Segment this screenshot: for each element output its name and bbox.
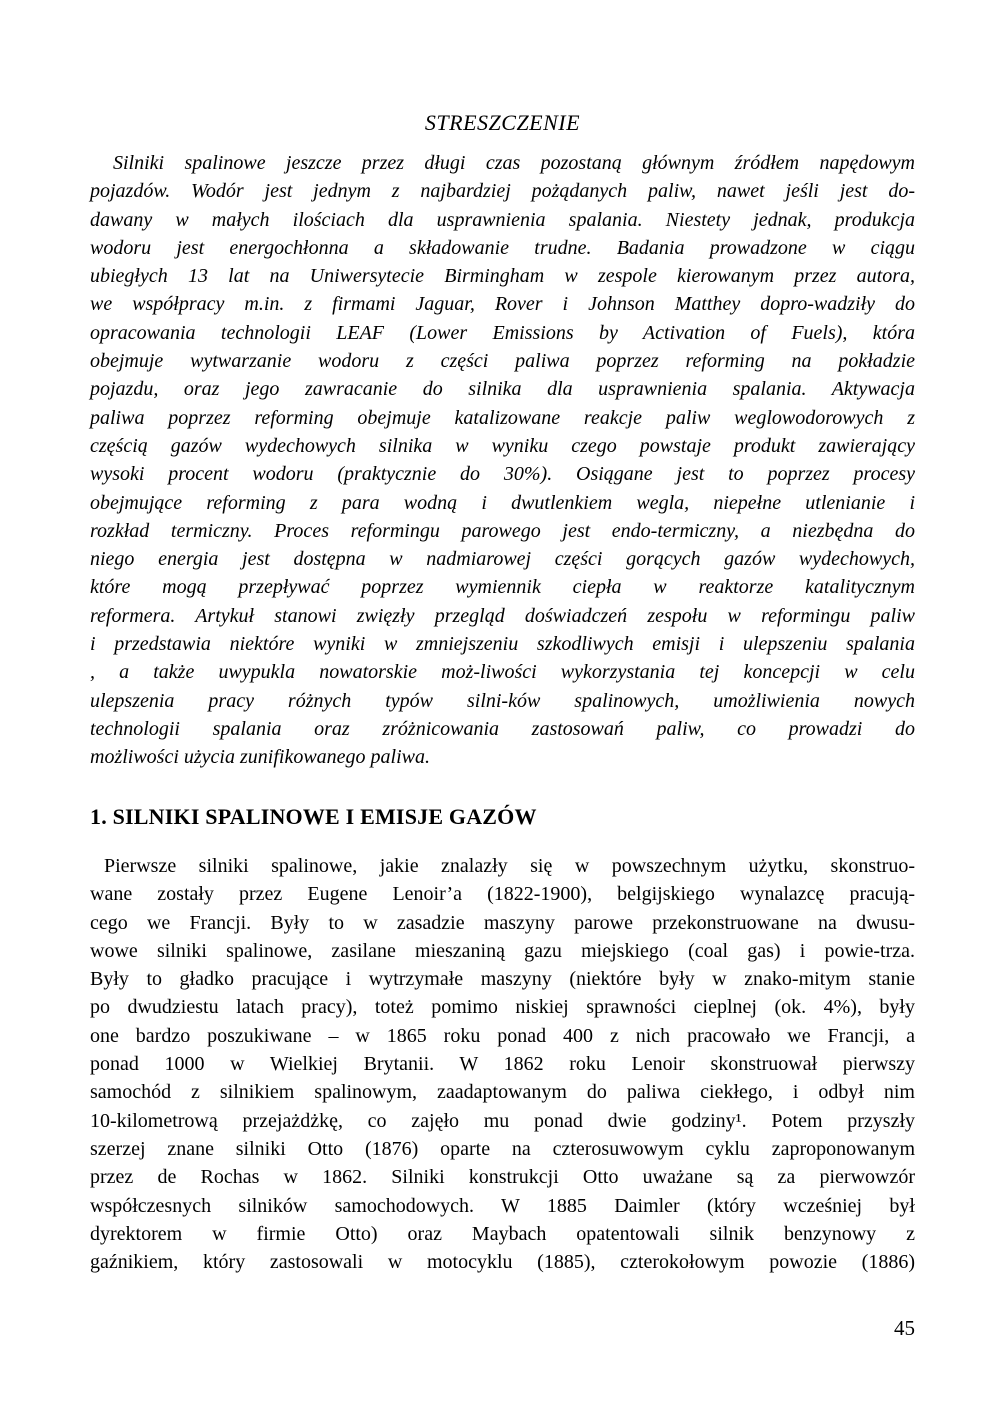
abstract-line: dawany w małych ilościach dla usprawnienia spalania. Niestety jednak, produkcja (90, 208, 915, 231)
abstract-paragraph (90, 149, 915, 772)
body-line: 10-kilometrową przejażdżkę, co zajęło mu ponad dwie godziny¹. Potem przyszły (90, 1109, 915, 1132)
body-line: Pierwsze silniki spalinowe, jakie znalazły się w powszechnym użytku, skonstruo- (104, 855, 915, 877)
body-line: szerzej znane silniki Otto (1876) oparte na czterosuwowym cyklu zaproponowanym (90, 1137, 915, 1160)
body-line: samochód z silnikiem spalinowym, zaadaptowanym do paliwa ciekłego, i odbył nim (90, 1081, 915, 1104)
abstract-line: ubiegłych 13 lat na Uniwersytecie Birmingham w zespole kierowanym przez autora, (90, 265, 915, 288)
body-line: wowe silniki spalinowe, zasilane mieszaniną gazu miejskiego (coal gas) i powie-trza. (90, 939, 915, 962)
abstract-line: Silniki spalinowe jeszcze przez długi czas pozostaną głównym źródłem napędowym (113, 152, 915, 174)
abstract-line: opracowania technologii LEAF (Lower Emissions by Activation of Fuels), która (90, 321, 915, 344)
abstract-line: wodoru jest energochłonna a składowanie trudne. Badania prowadzone w ciągu (90, 236, 915, 259)
section-heading: 1. SILNIKI SPALINOWE I EMISJE GAZÓW (90, 804, 537, 829)
abstract-line: rozkład termiczny. Proces reformingu parowego jest endo-termiczny, a niezbędna do (90, 519, 915, 542)
body-line: przez de Rochas w 1862. Silniki konstrukcji Otto uważane są za pierwowzór (90, 1166, 915, 1189)
abstract-line: obejmuje wytwarzanie wodoru z części paliwa poprzez reforming na pokładzie (90, 350, 915, 373)
abstract-line: wysoki procent wodoru (praktycznie do 30%). Osiągane jest to poprzez procesy (90, 463, 915, 486)
body-line: one bardzo poszukiwane – w 1865 roku ponad 400 z nich pracowało we Francji, a (90, 1024, 915, 1047)
abstract-line: , a także uwypukla nowatorskie moż-liwości wykorzystania tej koncepcji w celu (90, 661, 915, 684)
abstract-line: technologii spalania oraz zróżnicowania zastosowań paliw, co prowadzi do (90, 717, 915, 740)
body-line: dyrektorem w firmie Otto) oraz Maybach opatentowali silnik benzynowy z (90, 1222, 915, 1245)
body-line: gaźnikiem, który zastosowali w motocyklu (1885), czterokołowym powozie (1886) (90, 1251, 915, 1274)
page-number: 45 (894, 1316, 915, 1340)
abstract-line: ulepszenia pracy różnych typów silni-ków spalinowych, umożliwienia nowych (90, 689, 915, 712)
body-line: wane zostały przez Eugene Lenoir’a (1822-1900), belgijskiego wynalazcę pracują- (90, 883, 915, 906)
body-line: Były to gładko pracujące i wytrzymałe maszyny (niektóre były w znako-mitym stanie (90, 968, 915, 991)
body-line: po dwudziestu latach pracy), toteż pomimo niskiej sprawności cieplnej (ok. 4%), były (90, 996, 915, 1019)
abstract-line: reformera. Artykuł stanowi zwięzły przegląd doświadczeń zespołu w reformingu paliw (90, 604, 915, 627)
body-line: cego we Francji. Były to w zasadzie maszyny parowe przekonstruowane na dwusu- (90, 911, 915, 934)
body-line: ponad 1000 w Wielkiej Brytanii. W 1862 roku Lenoir skonstruował pierwszy (90, 1053, 915, 1076)
abstract-line: możliwości użycia zunifikowanego paliwa. (90, 746, 430, 769)
body-line: współczesnych silników samochodowych. W 1885 Daimler (który wcześniej był (90, 1194, 915, 1217)
abstract-line: niego energia jest dostępna w nadmiarowej części gorących gazów wydechowych, (90, 548, 915, 571)
abstract-line: paliwa poprzez reforming obejmuje katalizowane reakcje paliw weglowodorowych z (90, 406, 915, 429)
section-paragraph (90, 852, 915, 1276)
abstract-line: częścią gazów wydechowych silnika w wyniku czego powstaje produkt zawierający (90, 434, 915, 457)
abstract-line: we współpracy m.in. z firmami Jaguar, Rover i Johnson Matthey dopro-wadziły do (90, 293, 915, 316)
abstract-line: pojazdów. Wodór jest jednym z najbardziej pożądanych paliw, nawet jeśli jest do- (90, 180, 915, 203)
abstract-line: i przedstawia niektóre wyniki w zmniejszeniu szkodliwych emisji i ulepszeniu spalania (90, 633, 915, 656)
abstract-line: które mogą przepływać poprzez wymiennik ciepła w reaktorze katalitycznym (90, 576, 915, 599)
abstract-line: obejmujące reforming z para wodną i dwutlenkiem wegla, niepełne utlenianie i (90, 491, 915, 514)
abstract-title: STRESZCZENIE (424, 110, 581, 135)
abstract-line: pojazdu, oraz jego zawracanie do silnika dla usprawnienia spalania. Aktywacja (90, 378, 915, 401)
